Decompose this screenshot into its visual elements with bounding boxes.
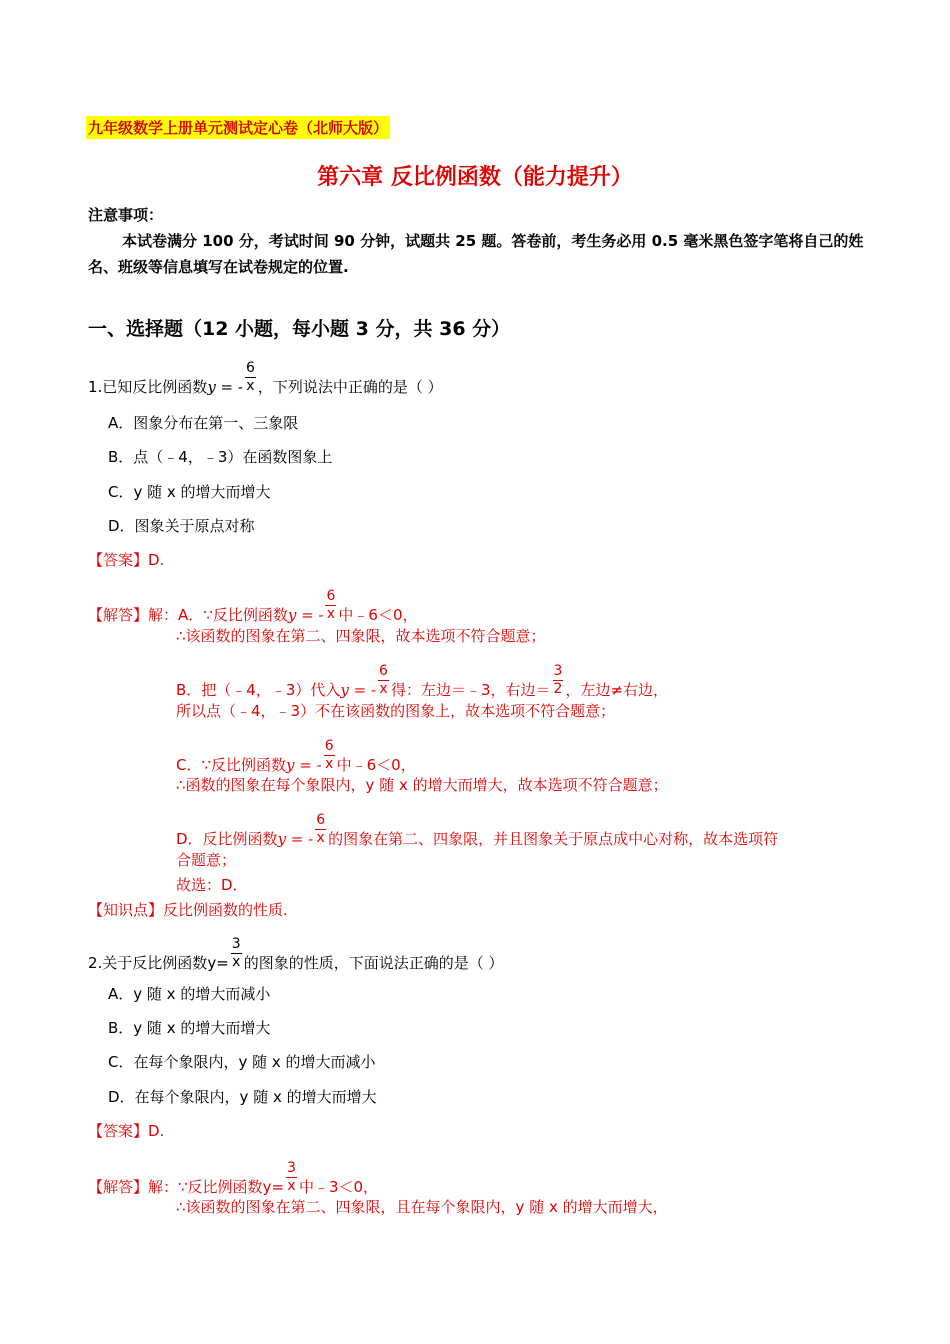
- q1-frac-den: x: [246, 378, 255, 394]
- q1-sol-d-fraction: [315, 812, 326, 847]
- q1-sol-b-pre: B．把（﹣4，﹣3）代入: [176, 681, 341, 699]
- q2-sol-fraction: [286, 1160, 297, 1195]
- q1-solution-d2: 合题意；: [176, 851, 237, 869]
- q1-sol-b-mid: 得：左边＝﹣3，右边＝: [390, 681, 551, 699]
- q2-frac-num: 3: [231, 936, 241, 952]
- q2-option-a: A．y 随 x 的增大而减小: [108, 985, 271, 1003]
- q1-sol-c-func: y = -: [286, 756, 322, 774]
- q1-sol-d-pre: D．反比例函数: [176, 830, 278, 848]
- q1-fraction: [245, 360, 256, 395]
- q1-sol-c-post: 中﹣6＜0，: [336, 756, 416, 774]
- question-2: [88, 936, 504, 981]
- q1-choose: 故选：D．: [176, 876, 248, 894]
- q2-suffix: 的图象的性质，下面说法正确的是（ ）: [243, 954, 504, 972]
- q1-sol-c-pre: C．∵反比例函数: [176, 756, 287, 774]
- q1-knowledge: 【知识点】反比例函数的性质.: [88, 901, 288, 919]
- frac-den: x: [316, 830, 325, 846]
- frac-den: x: [379, 681, 388, 697]
- q1-option-c: C．y 随 x 的增大而增大: [108, 483, 271, 501]
- frac-num: 6: [324, 738, 334, 754]
- q1-sol-a-fraction: [325, 588, 336, 623]
- frac-den: x: [326, 606, 336, 622]
- q2-sol-func: y=: [262, 1178, 285, 1196]
- q1-sol-c-fraction: [324, 738, 335, 773]
- q2-sol-post: 中﹣3＜0，: [298, 1178, 379, 1196]
- q1-solution-d: [176, 812, 779, 857]
- q1-prefix: 1.已知反比例函数: [88, 378, 208, 396]
- q2-func: y=: [207, 954, 229, 972]
- frac-num: 3: [287, 1160, 296, 1176]
- q1-sol-b-func: y = -: [340, 681, 377, 699]
- q2-sol-pre: ∵反比例函数: [178, 1178, 263, 1196]
- q1-answer: 【答案】D.: [88, 551, 165, 569]
- q1-option-b: B．点（﹣4，﹣3）在函数图象上: [108, 448, 333, 466]
- q2-solution-label: 【解答】解：: [88, 1178, 179, 1196]
- q2-option-c: C．在每个象限内，y 随 x 的增大而减小: [108, 1053, 376, 1071]
- frac-num: 3: [553, 663, 563, 679]
- frac-num: 6: [379, 663, 388, 679]
- q2-fraction: [231, 936, 242, 971]
- q1-sol-b-fraction: [378, 663, 389, 698]
- frac-den: 2: [553, 681, 563, 697]
- frac-den: x: [325, 756, 334, 772]
- q1-option-d: D．图象关于原点对称: [108, 517, 255, 535]
- q2-option-b: B．y 随 x 的增大而增大: [108, 1019, 271, 1037]
- q1-sol-b-fraction-2: [553, 663, 564, 698]
- q1-solution-a2: ∴该函数的图象在第二、四象限，故本选项不符合题意；: [176, 627, 546, 645]
- frac-den: x: [287, 1178, 296, 1194]
- q1-solution-label: 【解答】解：: [88, 606, 179, 624]
- notice-body: 本试卷满分 100 分，考试时间 90 分钟，试题共 25 题。答卷前，考生务必用 0.5 毫米黑色签字笔将自己的姓名、班级等信息填写在试卷规定的位置.: [88, 232, 864, 276]
- q1-sol-a-post: 中﹣6＜0，: [338, 606, 418, 624]
- q1-option-a: A．图象分布在第一、三象限: [108, 414, 299, 432]
- q1-sol-a-func: y = -: [287, 606, 324, 624]
- q2-prefix: 2.关于反比例函数: [88, 954, 208, 972]
- q2-option-d: D．在每个象限内，y 随 x 的增大而增大: [108, 1088, 377, 1106]
- frac-num: 6: [316, 812, 326, 828]
- notice-heading: 注意事项：: [88, 206, 164, 224]
- q1-sol-a-pre: A．∵反比例函数: [178, 606, 288, 624]
- q1-sol-d-func: y = -: [277, 830, 314, 848]
- q1-solution-c2: ∴函数的图象在每个象限内，y 随 x 的增大而增大，故本选项不符合题意；: [176, 776, 668, 794]
- q1-suffix: ，下列说法中正确的是（ ）: [257, 378, 443, 396]
- q1-solution-b2: 所以点（﹣4，﹣3）不在该函数的图象上，故本选项不符合题意；: [176, 702, 616, 720]
- q1-frac-num: 6: [245, 360, 255, 376]
- exam-banner: 九年级数学上册单元测试定心卷（北师大版）: [86, 116, 390, 139]
- q2-answer: 【答案】D.: [88, 1122, 165, 1140]
- q1-func: y = -: [207, 378, 243, 396]
- question-1: [88, 360, 443, 405]
- q1-sol-d-post: 的图象在第二、四象限，并且图象关于原点成中心对称，故本选项符: [328, 830, 779, 848]
- frac-num: 6: [326, 588, 336, 604]
- chapter-title: 第六章 反比例函数（能力提升）: [317, 165, 633, 190]
- section-title: 一、选择题（12 小题，每小题 3 分，共 36 分）: [88, 318, 511, 340]
- q1-sol-b-post: ，左边≠右边，: [565, 681, 669, 699]
- q2-frac-den: x: [232, 954, 241, 970]
- q2-solution-2: ∴该函数的图象在第二、四象限，且在每个象限内，y 随 x 的增大而增大，: [176, 1198, 668, 1216]
